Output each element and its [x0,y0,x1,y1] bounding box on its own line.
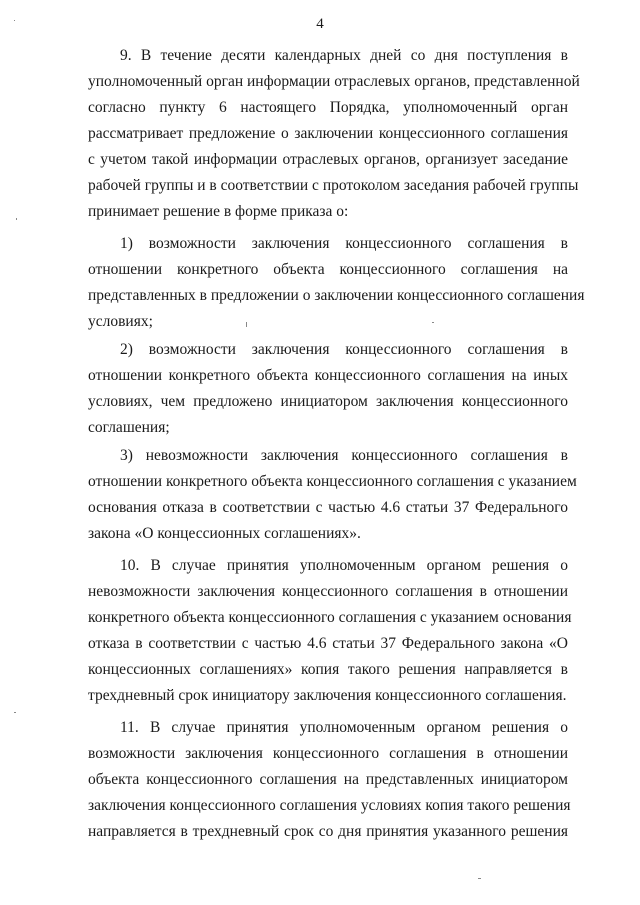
paragraph-10-line-1: 10. В случае принятия уполномоченным органом решения о [120,557,568,574]
item-3-line-4: закона «О концессионных соглашениях». [88,525,361,542]
paragraph-9-line-7: принимает решение в форме приказа о: [88,203,349,220]
item-1-line-1: 1) возможности заключения концессионного соглашения в [120,235,568,252]
paragraph-9-line-1: 9. В течение десяти календарных дней со дня поступления в [120,47,568,64]
item-1-line-2: отношении конкретного объекта концессионного соглашения на [88,261,568,278]
paragraph-10-line-3: конкретного объекта концессионного соглашения с указанием основания [88,609,572,626]
scan-speck [432,322,434,323]
item-3-line-1: 3) невозможности заключения концессионного соглашения в [120,447,568,464]
scan-speck [478,878,481,879]
item-3-line-3: основания отказа в соответствии с частью 4.6 статьи 37 Федерального [88,499,568,516]
paragraph-9-line-6: рабочей группы и в соответствии с протоколом заседания рабочей группы [88,177,579,194]
scan-speck [14,712,16,713]
paragraph-9-line-3: согласно пункту 6 настоящего Порядка, уполномоченный орган [88,99,568,116]
item-2-line-1: 2) возможности заключения концессионного соглашения в [120,341,568,358]
paragraph-10-line-2: невозможности заключения концессионного соглашения в отношении [88,583,568,600]
item-1-line-3: представленных в предложении о заключении концессионного соглашения [88,287,585,304]
item-2-line-2: отношении конкретного объекта концессионного соглашения на иных [88,367,568,384]
paragraph-9-line-2: уполномоченный орган информации отраслевых органов, представленной [88,73,580,90]
scan-speck [246,322,247,327]
paragraph-11-line-3: объекта концессионного соглашения на представленных инициатором [88,771,568,788]
paragraph-10-line-6: трехдневный срок инициатору заключения концессионного соглашения. [88,687,567,704]
paragraph-11-line-4: заключения концессионного соглашения условиях копия такого решения [88,797,571,814]
paragraph-9-line-4: рассматривает предложение о заключении концессионного соглашения [88,125,568,142]
item-2-line-4: соглашения; [88,419,170,436]
paragraph-9-line-5: с учетом такой информации отраслевых органов, организует заседание [88,151,568,168]
paragraph-11-line-2: возможности заключения концессионного соглашения в отношении [88,745,568,762]
item-2-line-3: условиях, чем предложено инициатором заключения концессионного [88,393,568,410]
paragraph-10-line-5: концессионных соглашениях» копия такого решения направляется в [88,661,568,678]
page-number: 4 [316,16,324,32]
paragraph-10-line-4: отказа в соответствии с частью 4.6 статьи 37 Федерального закона «О [88,635,568,652]
paragraph-11-line-1: 11. В случае принятия уполномоченным органом решения о [120,719,568,736]
item-1-line-4: условиях; [88,313,153,330]
paragraph-11-line-5: направляется в трехдневный срок со дня принятия указанного решения [88,823,568,840]
scan-speck [16,218,17,220]
scan-speck [14,20,15,21]
item-3-line-2: отношении конкретного объекта концессионного соглашения с указанием [88,473,577,490]
